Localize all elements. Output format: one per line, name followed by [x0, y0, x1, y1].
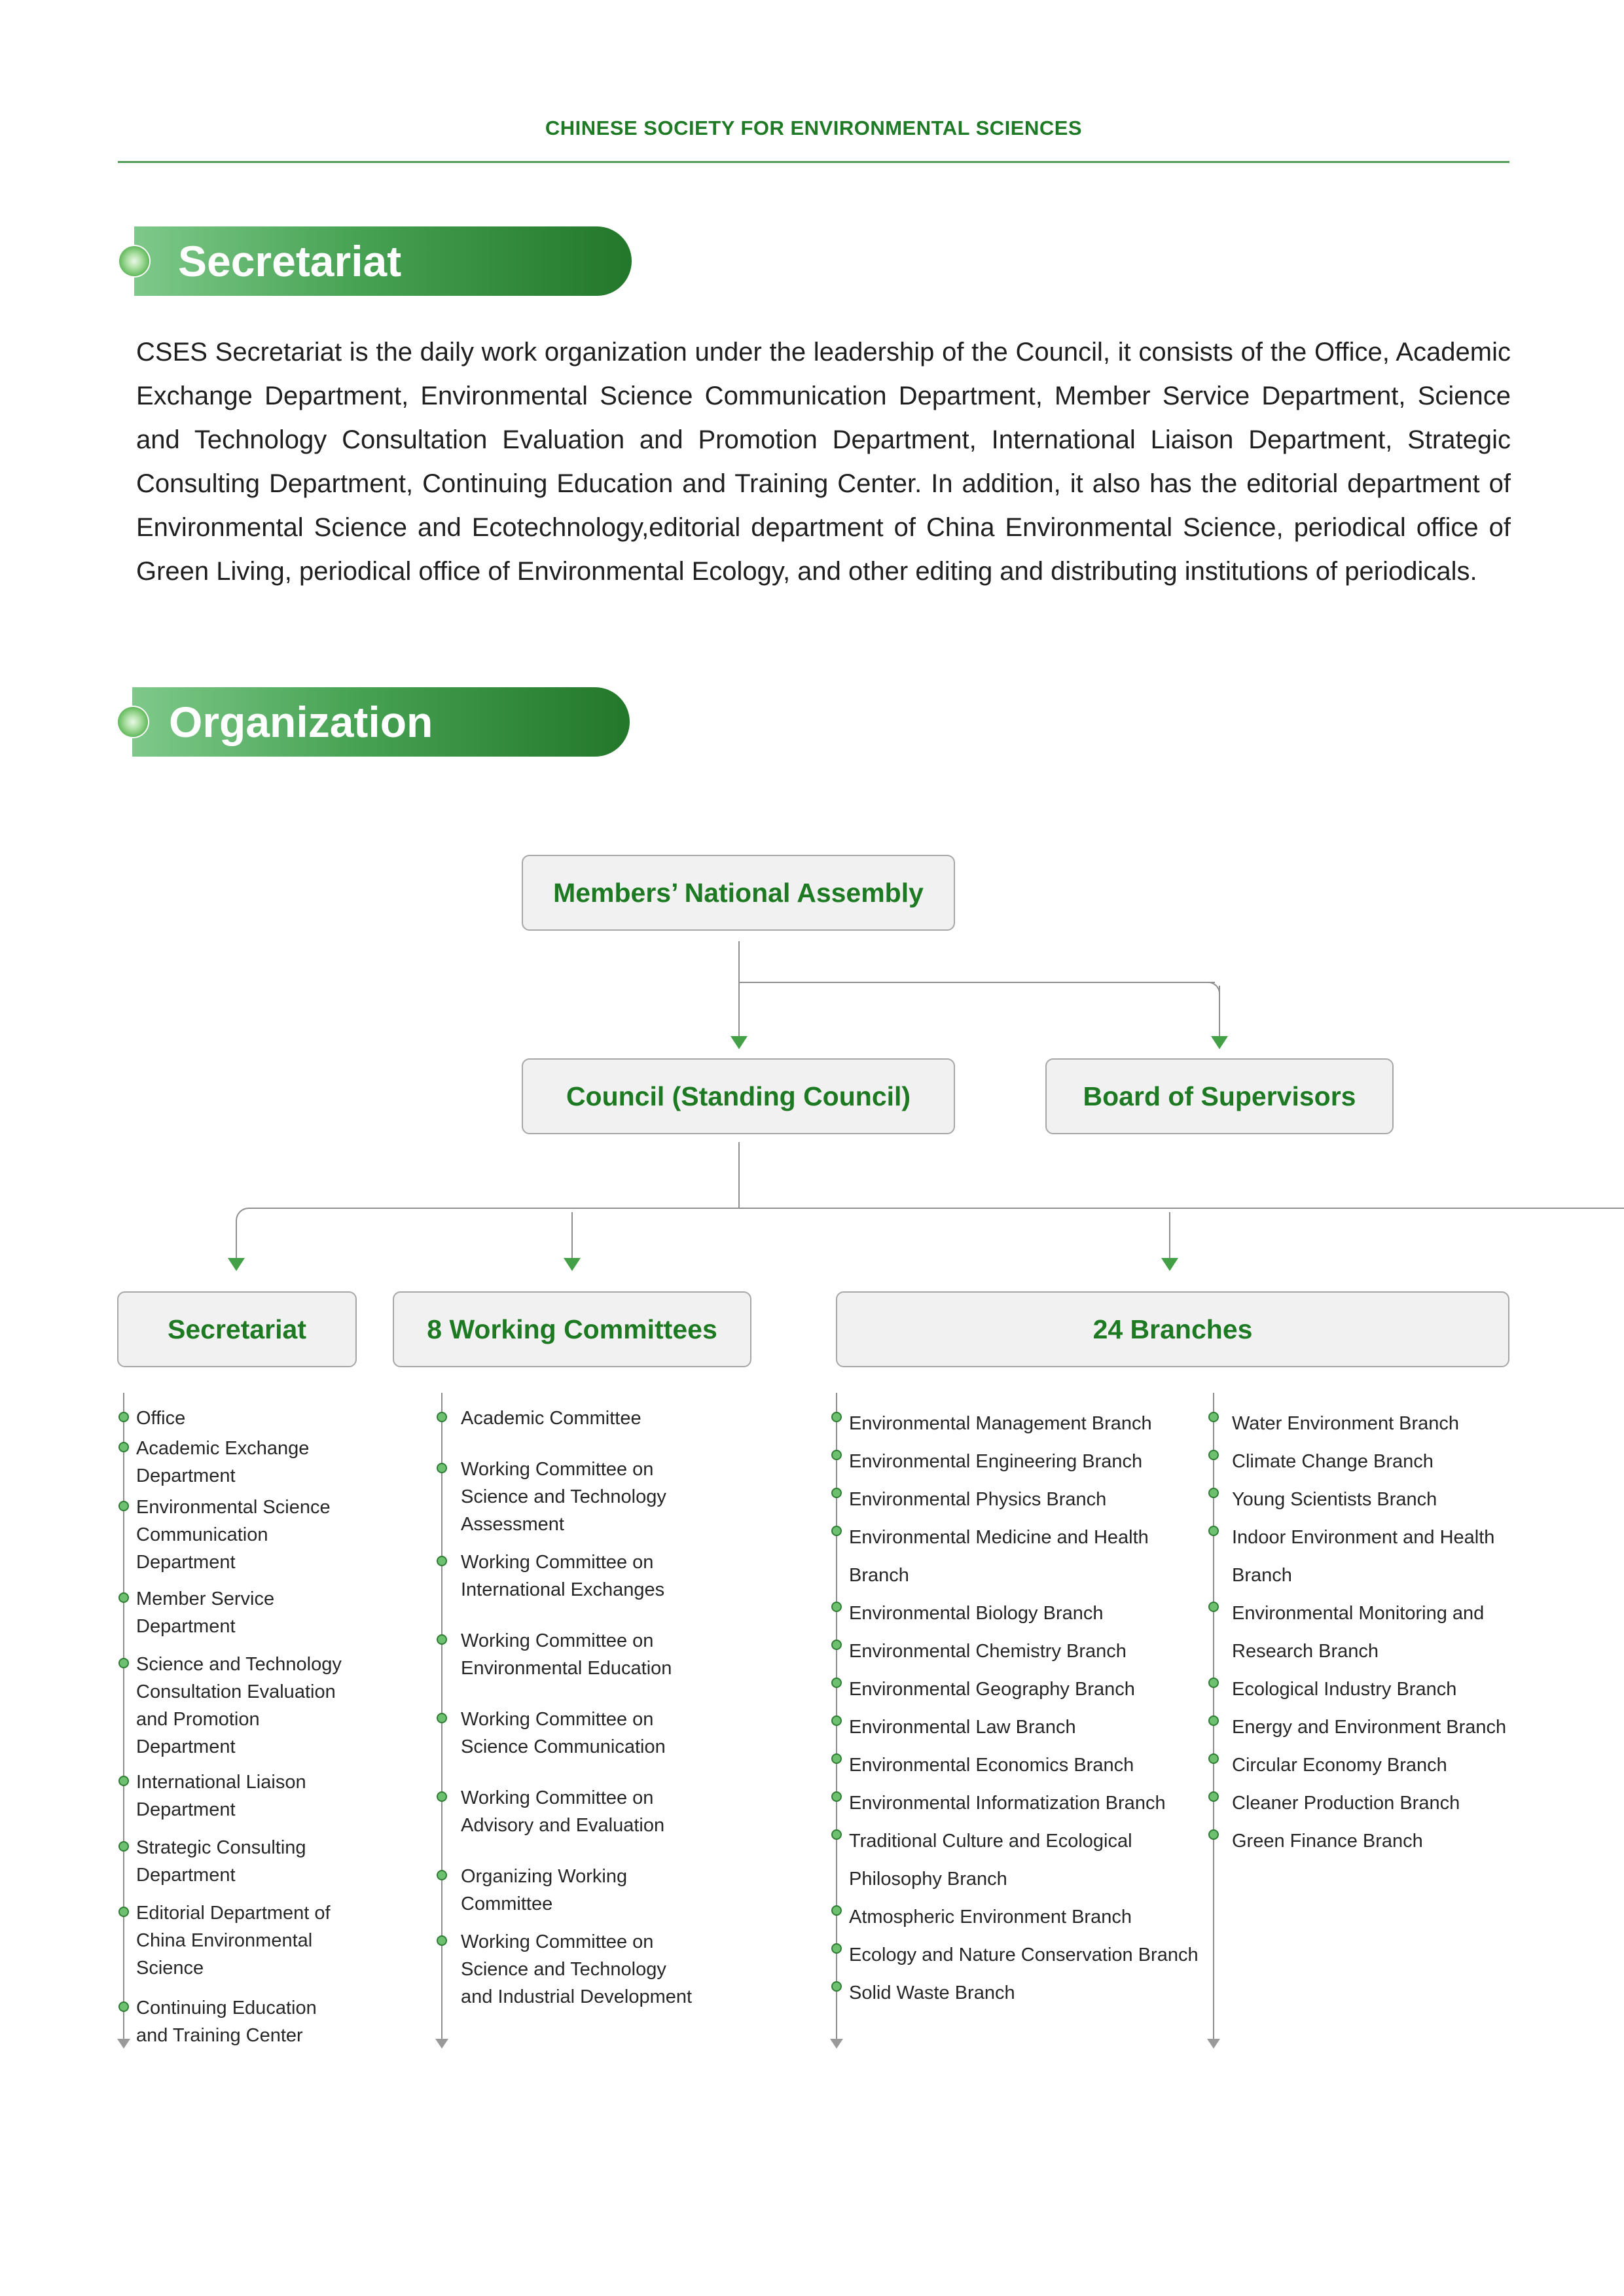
- list-item: Strategic Consulting Department: [136, 1837, 306, 1886]
- connector-line: [249, 1208, 1624, 1209]
- organization-heading: Organization: [169, 698, 433, 746]
- branches-box: 24 Branches: [836, 1291, 1509, 1367]
- rail-arrow-icon: [1207, 2039, 1220, 2049]
- secretariat-heading: Secretariat: [178, 237, 402, 285]
- secretariat-box: Secretariat: [117, 1291, 357, 1367]
- list-bullet-icon: [831, 1412, 842, 1422]
- list-bullet-icon: [831, 1943, 842, 1954]
- list-item: Working Committee on International Exchanges: [461, 1552, 665, 1600]
- list-item: Circular Economy Branch: [1232, 1755, 1447, 1776]
- list-item: Science and Technology Consultation Evaluation and Promotion Department: [136, 1654, 342, 1757]
- running-header: CHINESE SOCIETY FOR ENVIRONMENTAL SCIENCES: [545, 117, 1083, 139]
- banner-bullet-icon: [118, 707, 148, 737]
- council-box: Council (Standing Council): [522, 1058, 955, 1134]
- connector-line: [739, 982, 1215, 983]
- list-item: Academic Committee: [461, 1408, 641, 1429]
- list-bullet-icon: [118, 1841, 129, 1852]
- secretariat-description: CSES Secretariat is the daily work organization under the leadership of the Council, it consists of the Office, Academic Exchange Department, Environmental Science Communication Department, Member Service Department, Science and Technology Consultation Evaluation and Promotion Department, International Liaison Department, Strategic Consulting Department, Continuing Education and Training Center. In addition, it also has the editorial department of Environmental Science and Ecotechnology,editorial department of China Environmental Science, periodical office of Green Living, periodical office of Environmental Ecology, and other editing and distributing institutions of periodicals.: [136, 338, 1511, 586]
- list-bullet-icon: [831, 1981, 842, 1992]
- list-bullet-icon: [437, 1713, 447, 1723]
- list-bullet-icon: [1208, 1450, 1219, 1460]
- list-item: Environmental Management Branch: [849, 1413, 1152, 1434]
- list-bullet-icon: [1208, 1602, 1219, 1612]
- list-rail: [123, 1393, 124, 2042]
- list-item: Working Committee on Advisory and Evaluation: [461, 1787, 665, 1836]
- list-item: Environmental Medicine and Health Branch: [849, 1527, 1149, 1586]
- list-bullet-icon: [437, 1463, 447, 1473]
- list-bullet-icon: [831, 1715, 842, 1726]
- list-item: Atmospheric Environment Branch: [849, 1907, 1132, 1928]
- list-bullet-icon: [831, 1526, 842, 1536]
- connector-corner: [236, 1208, 250, 1222]
- arrow-down-icon: [228, 1258, 245, 1271]
- list-item: International Liaison Department: [136, 1772, 306, 1820]
- assembly-box: Members’ National Assembly: [522, 855, 955, 931]
- list-item: Traditional Culture and Ecological Philosophy Branch: [849, 1831, 1132, 1890]
- list-bullet-icon: [831, 1488, 842, 1498]
- list-item: Environmental Law Branch: [849, 1717, 1076, 1738]
- list-item: Environmental Chemistry Branch: [849, 1641, 1127, 1662]
- connector-corner: [1207, 982, 1220, 995]
- list-item: Solid Waste Branch: [849, 1982, 1015, 2003]
- list-item: Organizing Working Committee: [461, 1866, 628, 1914]
- list-item: Ecology and Nature Conservation Branch: [849, 1945, 1199, 1965]
- list-bullet-icon: [437, 1412, 447, 1422]
- list-item: Environmental Engineering Branch: [849, 1451, 1143, 1472]
- list-item: Environmental Physics Branch: [849, 1489, 1107, 1510]
- list-item: Member Service Department: [136, 1588, 275, 1637]
- list-bullet-icon: [1208, 1488, 1219, 1498]
- list-bullet-icon: [1208, 1829, 1219, 1840]
- connector-line: [738, 941, 740, 1047]
- list-item: Environmental Economics Branch: [849, 1755, 1134, 1776]
- list-bullet-icon: [1208, 1412, 1219, 1422]
- list-item: Environmental Informatization Branch: [849, 1793, 1166, 1814]
- list-bullet-icon: [437, 1556, 447, 1566]
- list-bullet-icon: [831, 1753, 842, 1764]
- arrow-down-icon: [1161, 1258, 1178, 1271]
- arrow-down-icon: [731, 1036, 748, 1049]
- list-bullet-icon: [118, 1412, 129, 1422]
- committees-box: 8 Working Committees: [393, 1291, 751, 1367]
- list-bullet-icon: [831, 1677, 842, 1688]
- list-bullet-icon: [1208, 1677, 1219, 1688]
- list-bullet-icon: [118, 1592, 129, 1603]
- list-bullet-icon: [831, 1450, 842, 1460]
- list-item: Environmental Science Communication Department: [136, 1497, 331, 1573]
- list-bullet-icon: [831, 1602, 842, 1612]
- list-item: Working Committee on Environmental Education: [461, 1630, 672, 1679]
- arrow-down-icon: [564, 1258, 581, 1271]
- banner-bullet-icon: [119, 246, 149, 276]
- list-bullet-icon: [437, 1634, 447, 1645]
- list-bullet-icon: [437, 1791, 447, 1802]
- list-item: Water Environment Branch: [1232, 1413, 1460, 1434]
- list-item: Indoor Environment and Health Branch: [1232, 1527, 1495, 1586]
- list-bullet-icon: [118, 1658, 129, 1668]
- list-bullet-icon: [1208, 1791, 1219, 1802]
- list-bullet-icon: [831, 1791, 842, 1802]
- list-item: Young Scientists Branch: [1232, 1489, 1437, 1510]
- list-bullet-icon: [437, 1935, 447, 1946]
- list-item: Working Committee on Science Communication: [461, 1709, 666, 1757]
- list-item: Cleaner Production Branch: [1232, 1793, 1460, 1814]
- supervisors-box: Board of Supervisors: [1045, 1058, 1394, 1134]
- rail-arrow-icon: [117, 2039, 130, 2049]
- list-bullet-icon: [831, 1640, 842, 1650]
- list-item: Environmental Biology Branch: [849, 1603, 1104, 1624]
- list-item: Working Committee on Science and Technology Assessment: [461, 1459, 666, 1535]
- list-item: Continuing Education and Training Center: [136, 1998, 317, 2046]
- list-bullet-icon: [118, 1907, 129, 1917]
- list-item: Green Finance Branch: [1232, 1831, 1423, 1852]
- list-item: Environmental Monitoring and Research Branch: [1232, 1603, 1485, 1662]
- list-item: Climate Change Branch: [1232, 1451, 1434, 1472]
- list-item: Editorial Department of China Environmental Science: [136, 1903, 331, 1979]
- list-bullet-icon: [1208, 1715, 1219, 1726]
- list-bullet-icon: [437, 1870, 447, 1880]
- list-item: Environmental Geography Branch: [849, 1679, 1135, 1700]
- list-bullet-icon: [831, 1905, 842, 1916]
- list-item: Office: [136, 1408, 186, 1429]
- list-bullet-icon: [118, 2001, 129, 2012]
- list-item: Working Committee on Science and Technology and Industrial Development: [461, 1931, 693, 2007]
- header-rule: [118, 161, 1509, 163]
- rail-arrow-icon: [830, 2039, 843, 2049]
- list-item: Academic Exchange Department: [136, 1438, 310, 1486]
- connector-line: [738, 1142, 740, 1208]
- arrow-down-icon: [1211, 1036, 1228, 1049]
- list-item: Ecological Industry Branch: [1232, 1679, 1457, 1700]
- list-bullet-icon: [118, 1776, 129, 1786]
- list-item: Energy and Environment Branch: [1232, 1717, 1507, 1738]
- list-bullet-icon: [118, 1501, 129, 1511]
- rail-arrow-icon: [435, 2039, 448, 2049]
- list-bullet-icon: [1208, 1753, 1219, 1764]
- list-bullet-icon: [1208, 1526, 1219, 1536]
- list-bullet-icon: [118, 1442, 129, 1452]
- list-bullet-icon: [831, 1829, 842, 1840]
